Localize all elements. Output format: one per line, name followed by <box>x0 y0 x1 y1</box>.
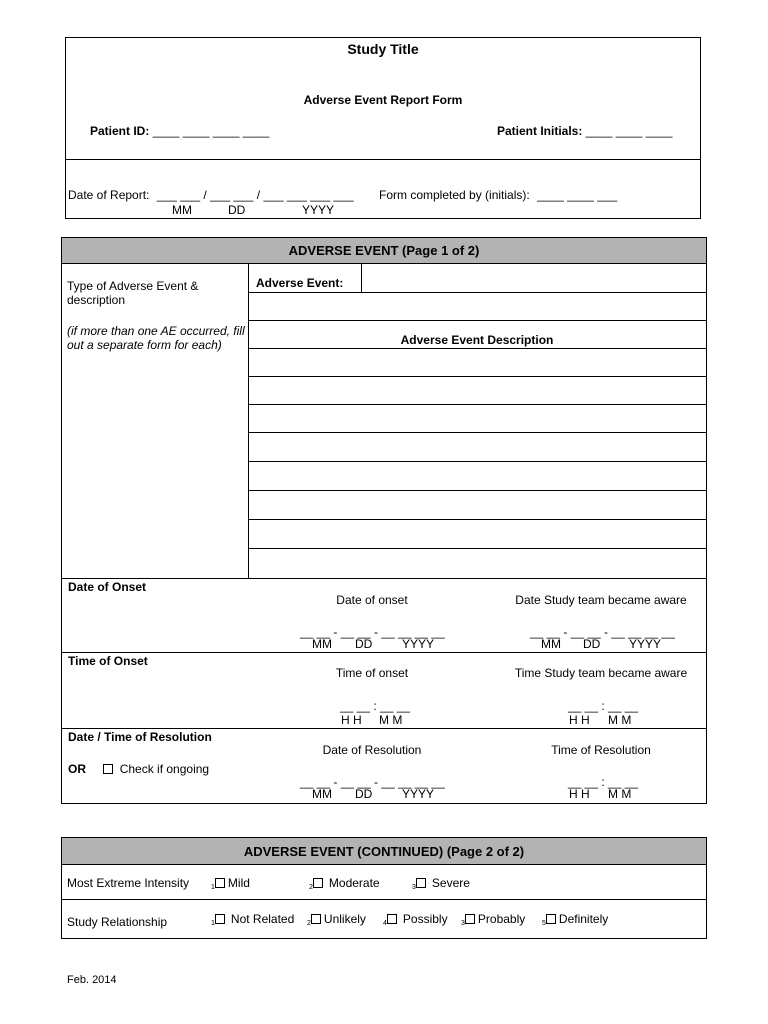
resolution-mm: MM <box>312 787 332 801</box>
time-of-onset-col: Time of onset <box>335 666 409 680</box>
ae-left-divider <box>248 264 249 578</box>
resolution-yyyy: YYYY <box>402 787 435 801</box>
time-team-aware-col: Time Study team became aware <box>514 666 688 680</box>
onset-min: M M <box>379 713 403 727</box>
severe-checkbox[interactable] <box>416 878 426 888</box>
ongoing-checkbox[interactable] <box>103 764 113 774</box>
ae-line <box>248 404 706 405</box>
study-title: Study Title <box>347 41 419 57</box>
relationship-option-not-related[interactable]: $_1$ Not Related <box>211 912 295 927</box>
report-mm: MM <box>172 203 192 217</box>
ae-line <box>248 320 706 321</box>
date-of-onset-label: Date of Onset <box>68 580 147 594</box>
date-resolution-col: Date of Resolution <box>322 743 422 757</box>
time-resolution-col: Time of Resolution <box>551 743 651 757</box>
page2-header: ADVERSE EVENT (CONTINUED) (Page 2 of 2) <box>62 838 706 865</box>
resolution-label: Date / Time of Resolution <box>68 730 212 744</box>
date-team-aware-col: Date Study team became aware <box>515 593 687 607</box>
ae-note: (if more than one AE occurred, fill out a separate form for each) <box>67 324 245 352</box>
intensity-label: Most Extreme Intensity <box>67 876 190 890</box>
intensity-option-moderate[interactable]: $_2$ Moderate <box>309 876 380 891</box>
relationship-option-possibly[interactable]: $_4$ Possibly <box>383 912 448 927</box>
probably-checkbox[interactable] <box>465 914 475 924</box>
page1-header: ADVERSE EVENT (Page 1 of 2) <box>62 238 706 264</box>
moderate-checkbox[interactable] <box>313 878 323 888</box>
ae-line <box>248 461 706 462</box>
not-related-checkbox[interactable] <box>215 914 225 924</box>
ae-line <box>248 292 706 293</box>
aware-time-field[interactable]: __ __ : __ __ <box>568 699 639 713</box>
footer-date: Feb. 2014 <box>67 974 117 986</box>
resolution-date-field[interactable]: __ __ - __ __ - __ __ __ __ <box>300 775 445 789</box>
or-label: OR <box>68 762 86 776</box>
section-divider <box>61 652 707 653</box>
relationship-option-definitely[interactable]: $_5$ Definitely <box>542 912 609 927</box>
adverse-event-field[interactable] <box>363 266 705 291</box>
ae-label-divider <box>361 264 362 292</box>
aware-min: M M <box>608 713 632 727</box>
relationship-option-unlikely[interactable]: $_2$ Unlikely <box>307 912 366 927</box>
patient-initials-label: Patient Initials: <box>497 124 583 138</box>
completed-by-label: Form completed by (initials): <box>379 188 530 202</box>
adverse-event-label: Adverse Event: <box>256 276 344 290</box>
resolution-dd: DD <box>355 787 373 801</box>
resolution-hh: H H <box>569 787 590 801</box>
onset-hh: H H <box>341 713 362 727</box>
aware-mm: MM <box>541 637 561 651</box>
section-divider <box>61 728 707 729</box>
date-of-report-row <box>68 188 354 202</box>
section-divider <box>61 578 707 579</box>
unlikely-checkbox[interactable] <box>311 914 321 924</box>
resolution-min: M M <box>608 787 632 801</box>
patient-id-row <box>90 124 269 138</box>
completed-by-row <box>379 188 617 202</box>
aware-date-field[interactable]: __ __ - __ __ - __ __ __ __ <box>530 625 675 639</box>
aware-dd: DD <box>583 637 601 651</box>
form-name: Adverse Event Report Form <box>303 93 463 107</box>
onset-mm: MM <box>312 637 332 651</box>
patient-id-field[interactable]: ____ ____ ____ ____ <box>152 124 270 138</box>
resolution-time-field[interactable]: __ __ : __ __ <box>568 775 639 789</box>
intensity-option-mild[interactable]: $_1$ Mild <box>211 876 250 891</box>
ae-line <box>248 376 706 377</box>
ae-line <box>248 348 706 349</box>
description-label: Adverse Event Description <box>400 333 554 347</box>
ae-line <box>248 432 706 433</box>
definitely-checkbox[interactable] <box>546 914 556 924</box>
ae-line <box>248 490 706 491</box>
aware-hh: H H <box>569 713 590 727</box>
patient-id-label: Patient ID: <box>90 124 150 138</box>
ae-line <box>248 548 706 549</box>
type-label: Type of Adverse Event & description <box>67 279 199 307</box>
page2-row-divider <box>61 899 707 900</box>
relationship-label: Study Relationship <box>67 915 168 929</box>
patient-initials-row <box>497 124 672 138</box>
aware-yyyy: YYYY <box>629 637 662 651</box>
time-of-onset-label: Time of Onset <box>68 654 148 668</box>
onset-dd: DD <box>355 637 373 651</box>
ae-line <box>248 519 706 520</box>
date-of-report-field[interactable]: ___ ___ / ___ ___ / ___ ___ ___ ___ <box>156 188 354 202</box>
report-dd: DD <box>228 203 246 217</box>
onset-date-field[interactable]: __ __ - __ __ - __ __ __ __ <box>300 625 445 639</box>
onset-time-field[interactable]: __ __ : __ __ <box>340 699 411 713</box>
date-of-onset-col: Date of onset <box>336 593 408 607</box>
ongoing-label: Check if ongoing <box>119 762 210 776</box>
completed-by-field[interactable]: ____ ____ ___ <box>537 188 618 202</box>
ongoing-row <box>68 762 209 776</box>
patient-initials-field[interactable]: ____ ____ ____ <box>585 124 673 138</box>
date-of-report-label: Date of Report: <box>68 188 150 202</box>
relationship-option-probably[interactable]: $_3$ Probably <box>461 912 526 927</box>
report-yyyy: YYYY <box>302 203 335 217</box>
mild-checkbox[interactable] <box>215 878 225 888</box>
possibly-checkbox[interactable] <box>387 914 397 924</box>
intensity-option-severe[interactable]: $_3$ Severe <box>412 876 470 891</box>
header-divider <box>65 159 701 160</box>
onset-yyyy: YYYY <box>402 637 435 651</box>
